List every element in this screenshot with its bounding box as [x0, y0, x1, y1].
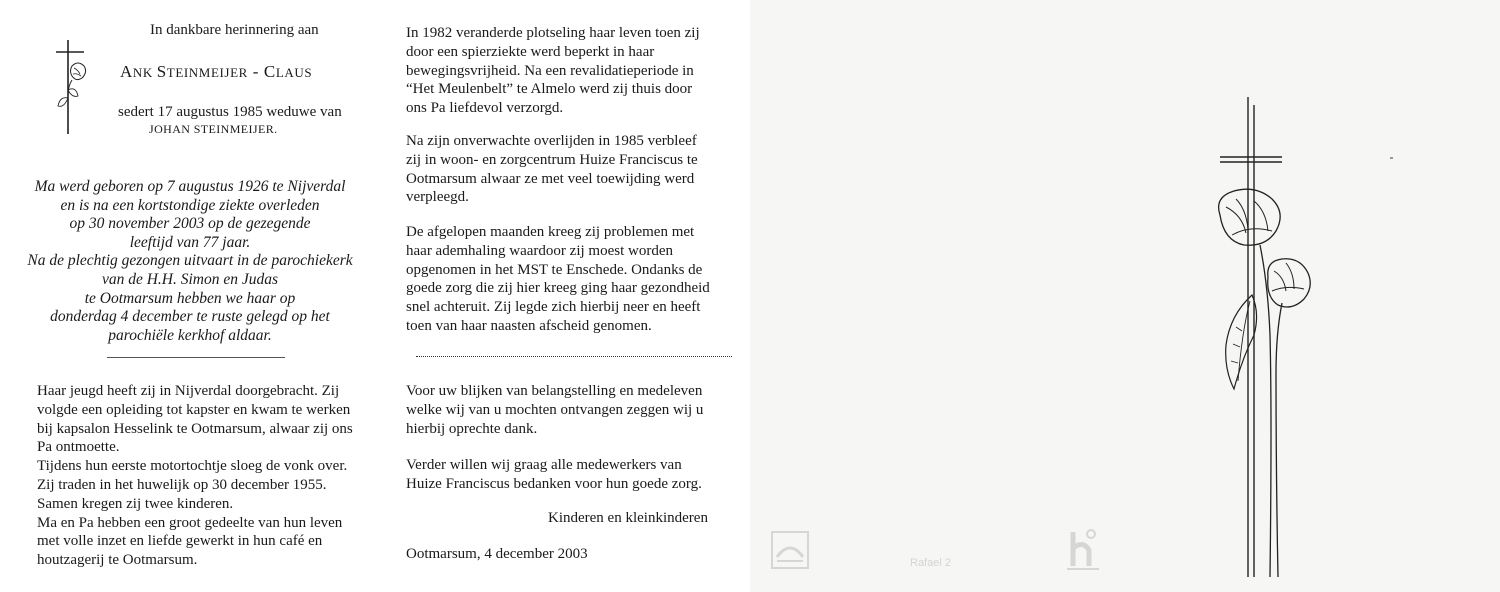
publisher-logo-icon	[771, 531, 809, 569]
middle-panel	[380, 0, 750, 592]
printer-logo-icon	[1065, 526, 1101, 572]
deceased-name	[120, 62, 312, 82]
name-smallcaps: TEINMEIJER	[166, 65, 248, 80]
body-line: Ma en Pa hebben een groot gedeelte van hun leven	[37, 514, 343, 531]
cover-panel	[750, 0, 1500, 592]
body-line: Samen kregen zij twee kinderen.	[37, 495, 234, 512]
body-line: door een spierziekte werd beperkt in haar	[406, 43, 655, 60]
signature: Kinderen en kleinkinderen	[548, 510, 708, 526]
body-line: goede zorg die zij hier kreeg ging haar gezondheid	[406, 280, 710, 297]
body-line: Haar jeugd heeft zij in Nijverdal doorgebracht. Zij	[37, 383, 340, 399]
body-line: verpleegd.	[406, 189, 469, 206]
body-line: Na zijn onverwachte overlijden in 1985 verbleef	[406, 133, 697, 149]
intro-text: In dankbare herinnering aan	[150, 22, 319, 38]
body-line: De afgelopen maanden kreeg zij problemen met	[406, 224, 695, 240]
body-line: volgde een opleiding tot kapster en kwam te werken	[37, 401, 351, 418]
body-line: opgenomen in het MST te Enschede. Ondanks de	[406, 261, 703, 278]
italic-line: te Ootmarsum hebben we haar op	[84, 289, 296, 307]
left-panel	[0, 0, 380, 592]
body-line: haar ademhaling waardoor zij moest worden	[406, 242, 673, 259]
name-smallcaps: LAUS	[275, 65, 313, 80]
body-line: Zij traden in het huwelijk op 30 december 1955.	[37, 476, 327, 493]
paragraph-last-months	[406, 223, 722, 336]
body-line: met volle inzet en liefde gewerkt in hun café en	[37, 533, 323, 550]
name-initial: S	[156, 62, 167, 81]
name-initial: C	[263, 62, 276, 81]
widow-since-text: sedert 17 augustus 1985 weduwe van	[118, 104, 342, 120]
paper-speck	[1390, 157, 1393, 159]
paragraph-thanks	[406, 382, 722, 438]
body-line: In 1982 veranderde plotseling haar leven toen zij	[406, 25, 700, 41]
body-line: Verder willen wij graag alle medewerkers van	[406, 457, 682, 473]
paragraph-staff-thanks	[406, 456, 722, 494]
name-separator: -	[247, 62, 264, 81]
italic-line: Ma werd geboren op 7 augustus 1926 te Nijverdal	[34, 178, 346, 195]
cross-with-poppies-icon	[1202, 95, 1342, 579]
name-smallcaps: NK	[132, 65, 157, 80]
body-line: Ootmarsum alwaar ze met veel toewijding werd	[406, 170, 695, 187]
body-line: houtzagerij te Ootmarsum.	[37, 552, 198, 569]
paragraph-care-center	[406, 132, 722, 207]
husband-name: JOHAN STEINMEIJER.	[149, 122, 278, 136]
body-line: Voor uw blijken van belangstelling en medeleven	[406, 383, 703, 399]
body-line: zij in woon- en zorgcentrum Huize Franciscus te	[406, 151, 698, 168]
body-line: toen van haar naasten afscheid genomen.	[406, 317, 652, 334]
italic-line: van de H.H. Simon en Judas	[101, 270, 279, 288]
divider-line	[107, 357, 285, 358]
italic-line: donderdag 4 december te ruste gelegd op het	[50, 308, 330, 326]
biography-italic-block	[0, 178, 380, 345]
body-line: ons Pa liefdevol verzorgd.	[406, 100, 564, 117]
body-line: snel achteruit. Zij legde zich hierbij neer en heeft	[406, 299, 701, 316]
name-initial: A	[120, 62, 133, 81]
body-line: “Het Meulenbelt” te Almelo werd zij thuis door	[406, 81, 693, 98]
body-line: Huize Franciscus bedanken voor hun goede zorg.	[406, 475, 702, 492]
body-line: welke wij van u mochten ontvangen zeggen wij u	[406, 401, 704, 418]
italic-line: parochiële kerkhof aldaar.	[108, 326, 272, 344]
body-line: hierbij oprechte dank.	[406, 420, 538, 437]
body-line: Pa ontmoette.	[37, 439, 120, 456]
body-line: Tijdens hun eerste motortochtje sloeg de vonk over.	[37, 458, 348, 475]
body-line: bewegingsvrijheid. Na een revalidatieperiode in	[406, 62, 694, 79]
card-model-label: Rafael 2	[910, 557, 951, 569]
dotted-divider	[416, 356, 732, 357]
italic-line: Na de plechtig gezongen uitvaart in de parochiekerk	[27, 252, 353, 270]
italic-line: en is na een kortstondige ziekte overleden	[60, 196, 320, 214]
italic-line: leeftijd van 77 jaar.	[129, 233, 251, 251]
life-story-block	[37, 382, 365, 570]
body-line: bij kapsalon Hesselink te Ootmarsum, alwaar zij ons	[37, 420, 353, 437]
cross-with-rose-icon	[50, 38, 90, 136]
place-date: Ootmarsum, 4 december 2003	[406, 546, 588, 562]
paragraph-illness	[406, 24, 722, 118]
italic-line: op 30 november 2003 op de gezegende	[69, 215, 311, 233]
